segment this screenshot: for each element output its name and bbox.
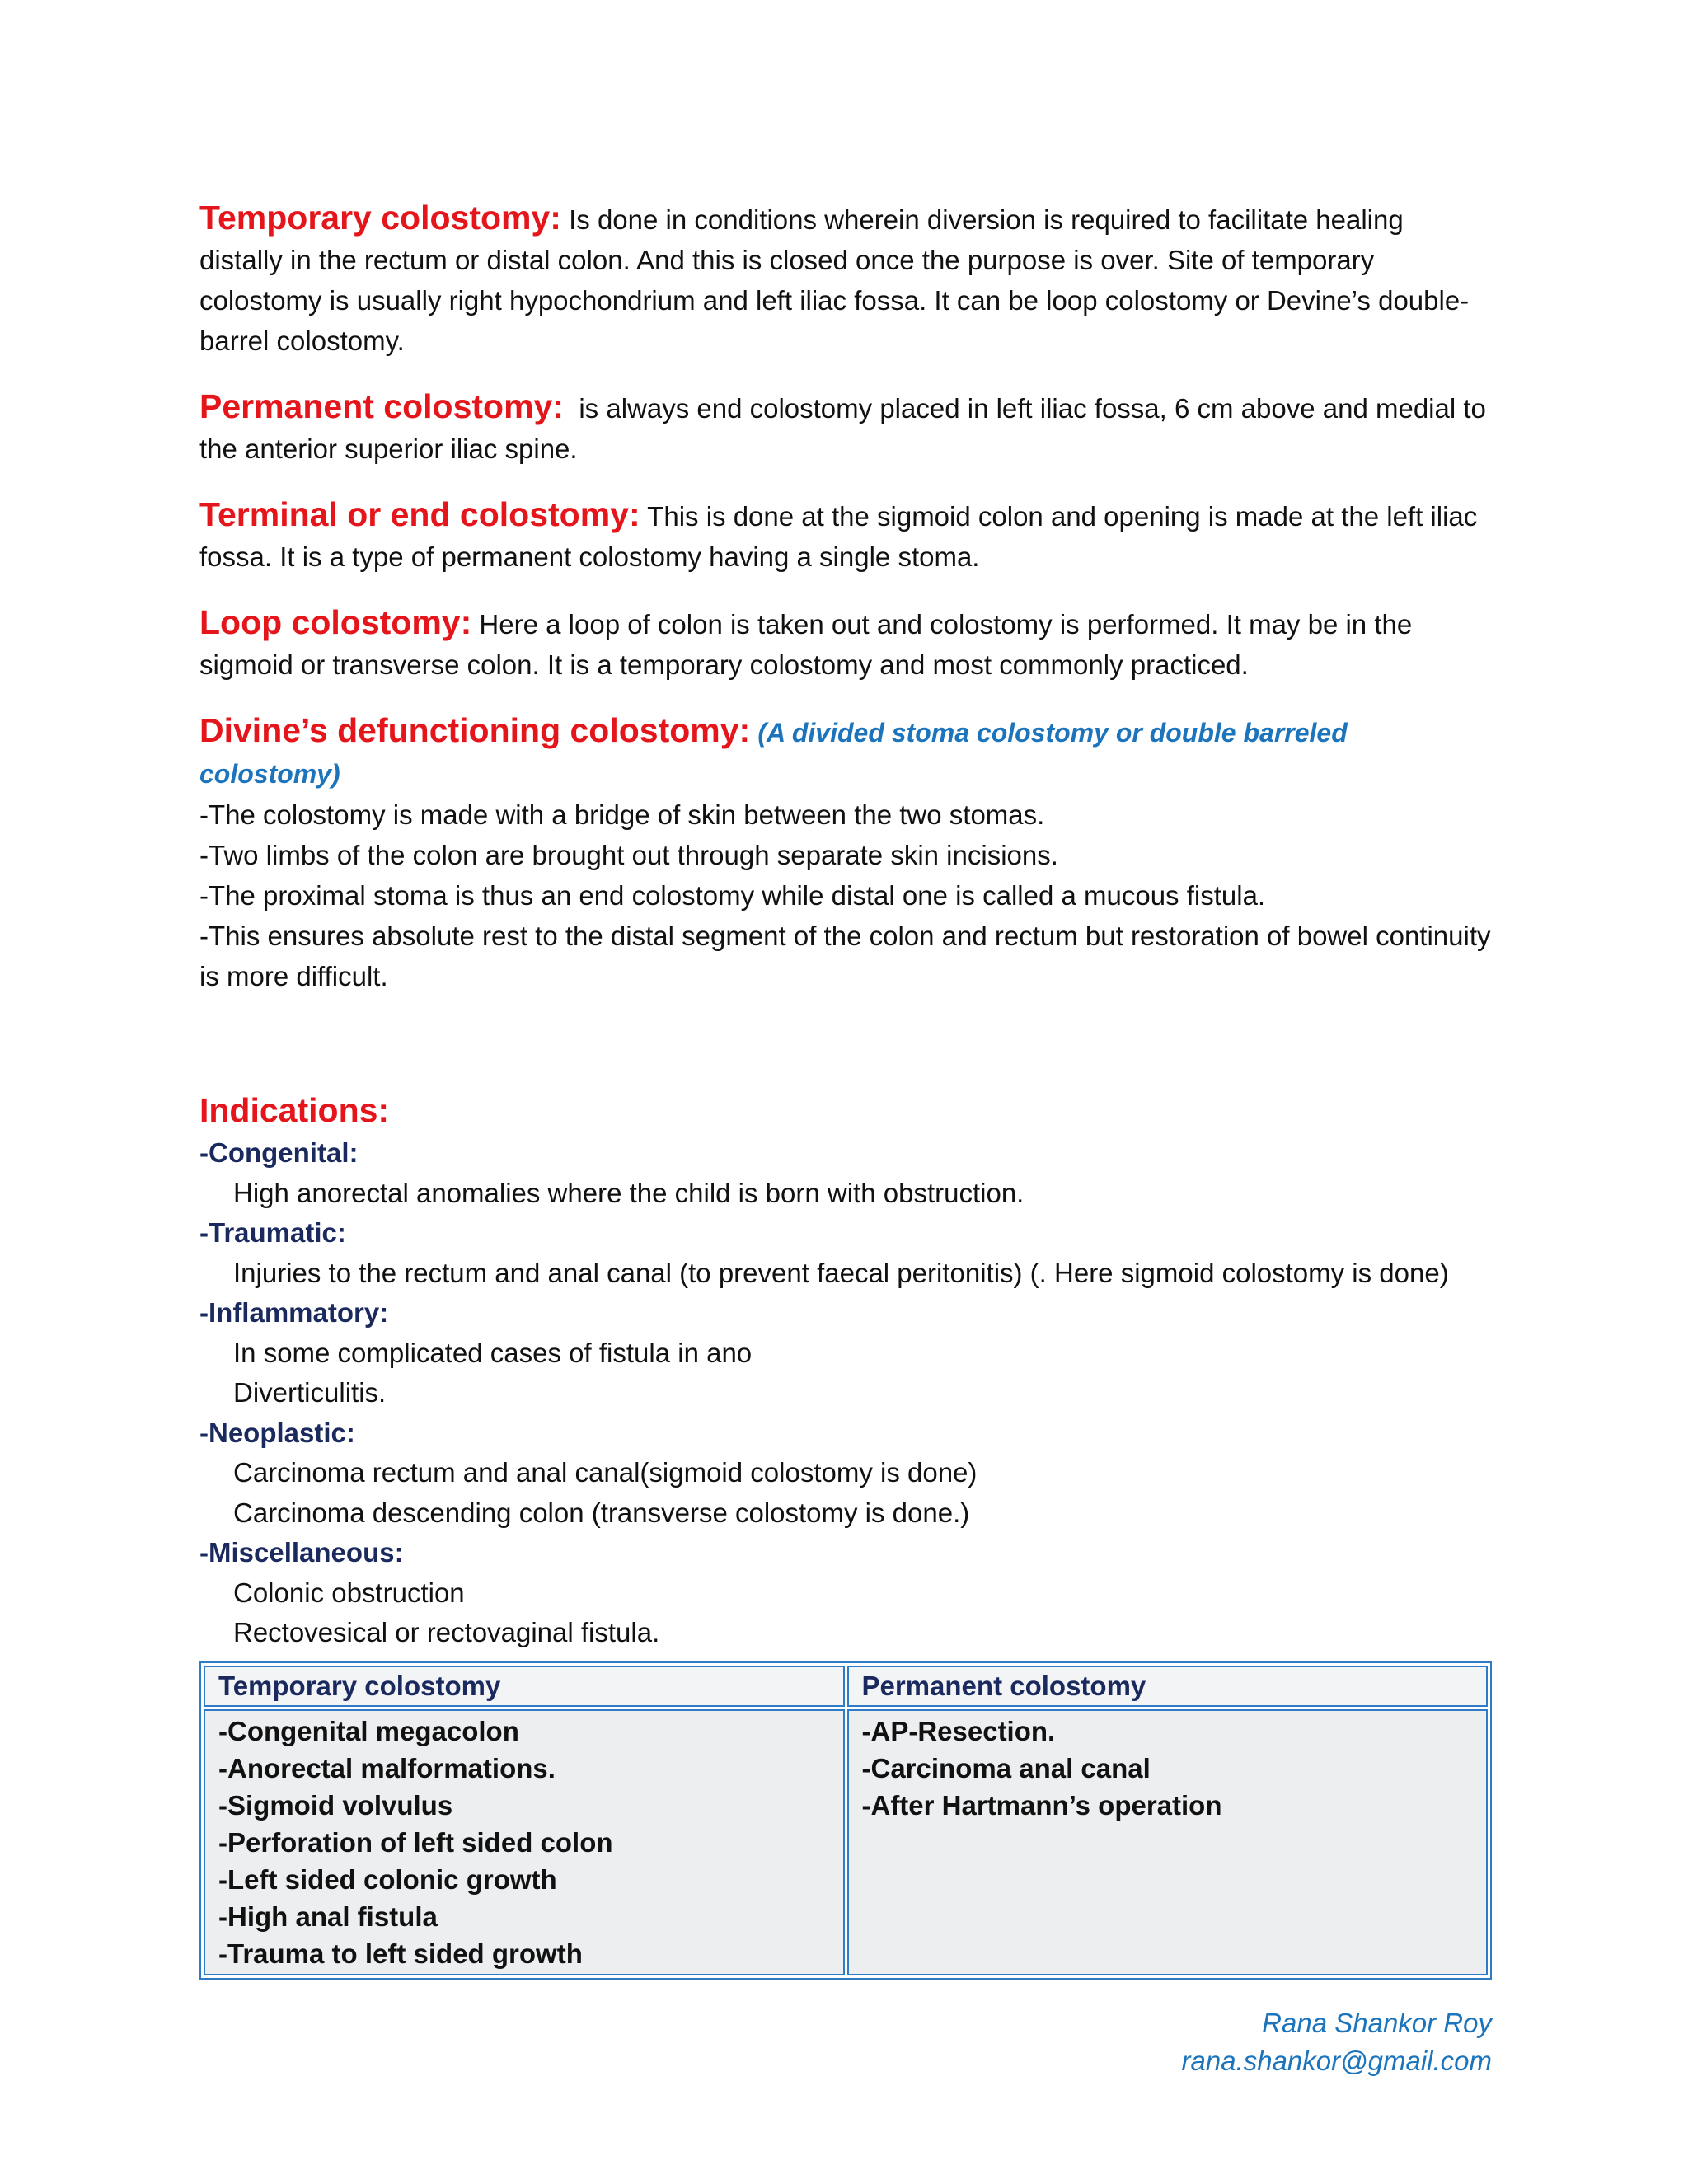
divine-line: -The proximal stoma is thus an end colostomy while distal one is called a mucous fistula.: [199, 880, 1266, 911]
indications-title: Indications:: [199, 1091, 390, 1129]
divine-colostomy-section: [199, 710, 1492, 996]
permanent-indications-cell: [847, 1709, 1489, 1975]
table-cell-item: -Perforation of left sided colon: [218, 1826, 613, 1858]
indication-category-miscellaneous: -Miscellaneous:: [199, 1537, 404, 1568]
permanent-colostomy-paragraph: [199, 387, 1492, 469]
table-cell-item: -After Hartmann’s operation: [861, 1789, 1222, 1821]
indication-item: Colonic obstruction: [233, 1577, 465, 1608]
indication-category-inflammatory: -Inflammatory:: [199, 1297, 389, 1328]
temporary-colostomy-text: Is done in conditions wherein diversion is required to facilitate healing distally in the rectum or distal colon. And this is closed once the purpose is over. Site of temporary colostomy is usually right hypochondrium and left iliac fossa. It can be loop colostomy or Devine’s double-barrel colostomy.: [199, 204, 1470, 356]
terminal-colostomy-text: This is done at the sigmoid colon and opening is made at the left iliac fossa. It is a type of permanent colostomy having a single stoma.: [199, 501, 1478, 572]
loop-colostomy-text: Here a loop of colon is taken out and colostomy is performed. It may be in the sigmoid or transverse colon. It is a temporary colostomy and most commonly practiced.: [199, 609, 1413, 680]
indication-item: Carcinoma descending colon (transverse colostomy is done.): [233, 1497, 970, 1528]
divine-line: -This ensures absolute rest to the distal segment of the colon and rectum but restoration of bowel continuity is more difficult.: [199, 921, 1491, 991]
temporary-colostomy-heading: Temporary colostomy:: [199, 199, 561, 237]
table-cell-item: -Carcinoma anal canal: [861, 1752, 1151, 1783]
terminal-colostomy-paragraph: [199, 494, 1492, 577]
loop-colostomy-heading: Loop colostomy:: [199, 603, 472, 641]
table-cell-item: -Sigmoid volvulus: [218, 1789, 453, 1821]
indication-category-neoplastic: -Neoplastic:: [199, 1417, 355, 1448]
temporary-indications-cell: [204, 1709, 845, 1975]
indication-item: Diverticulitis.: [233, 1377, 387, 1408]
indication-item: In some complicated cases of fistula in ano: [233, 1337, 753, 1368]
table-row: [204, 1709, 1488, 1975]
table-cell-item: -Trauma to left sided growth: [218, 1938, 583, 1969]
permanent-colostomy-heading: Permanent colostomy:: [199, 387, 564, 425]
divine-colostomy-heading: Divine’s defunctioning colostomy:: [199, 711, 751, 749]
divine-colostomy-subheading: (A divided stoma colostomy or double barreled colostomy): [199, 718, 1348, 789]
author-name: Rana Shankor Roy: [1262, 2008, 1492, 2038]
indication-item: Injuries to the rectum and anal canal (to prevent faecal peritonitis) (. Here sigmoid colostomy is done): [233, 1257, 1449, 1288]
table-cell-item: -Anorectal malformations.: [218, 1752, 556, 1783]
table-cell-item: -High anal fistula: [218, 1900, 438, 1932]
divine-heading-line: [199, 710, 1492, 794]
indication-item: Rectovesical or rectovaginal fistula.: [233, 1617, 660, 1647]
document-page: [199, 198, 1492, 1980]
table-header-row: [204, 1666, 1488, 1707]
permanent-colostomy-text: is always end colostomy placed in left iliac fossa, 6 cm above and medial to the anterior superior iliac spine.: [199, 393, 1494, 464]
temporary-colostomy-paragraph: [199, 198, 1492, 361]
table-cell-item: -Congenital megacolon: [218, 1715, 519, 1746]
indication-item: High anorectal anomalies where the child is born with obstruction.: [233, 1177, 1025, 1208]
divine-line: -Two limbs of the colon are brought out through separate skin incisions.: [199, 840, 1058, 870]
table-header-temporary: Temporary colostomy: [204, 1666, 845, 1707]
loop-colostomy-paragraph: [199, 602, 1492, 685]
author-signature: [1182, 2004, 1493, 2080]
indications-list: [199, 1133, 1492, 1653]
indication-item: Carcinoma rectum and anal canal(sigmoid colostomy is done): [233, 1457, 978, 1488]
table-cell-item: -Left sided colonic growth: [218, 1863, 557, 1895]
indication-category-congenital: -Congenital:: [199, 1137, 359, 1168]
table-cell-item: -AP-Resection.: [861, 1715, 1056, 1746]
divine-line: -The colostomy is made with a bridge of skin between the two stomas.: [199, 799, 1045, 830]
terminal-colostomy-heading: Terminal or end colostomy:: [199, 495, 640, 533]
indication-category-traumatic: -Traumatic:: [199, 1217, 346, 1248]
table-header-permanent: Permanent colostomy: [847, 1666, 1489, 1707]
author-email[interactable]: rana.shankor@gmail.com: [1181, 2046, 1492, 2076]
colostomy-comparison-table: [199, 1661, 1492, 1980]
